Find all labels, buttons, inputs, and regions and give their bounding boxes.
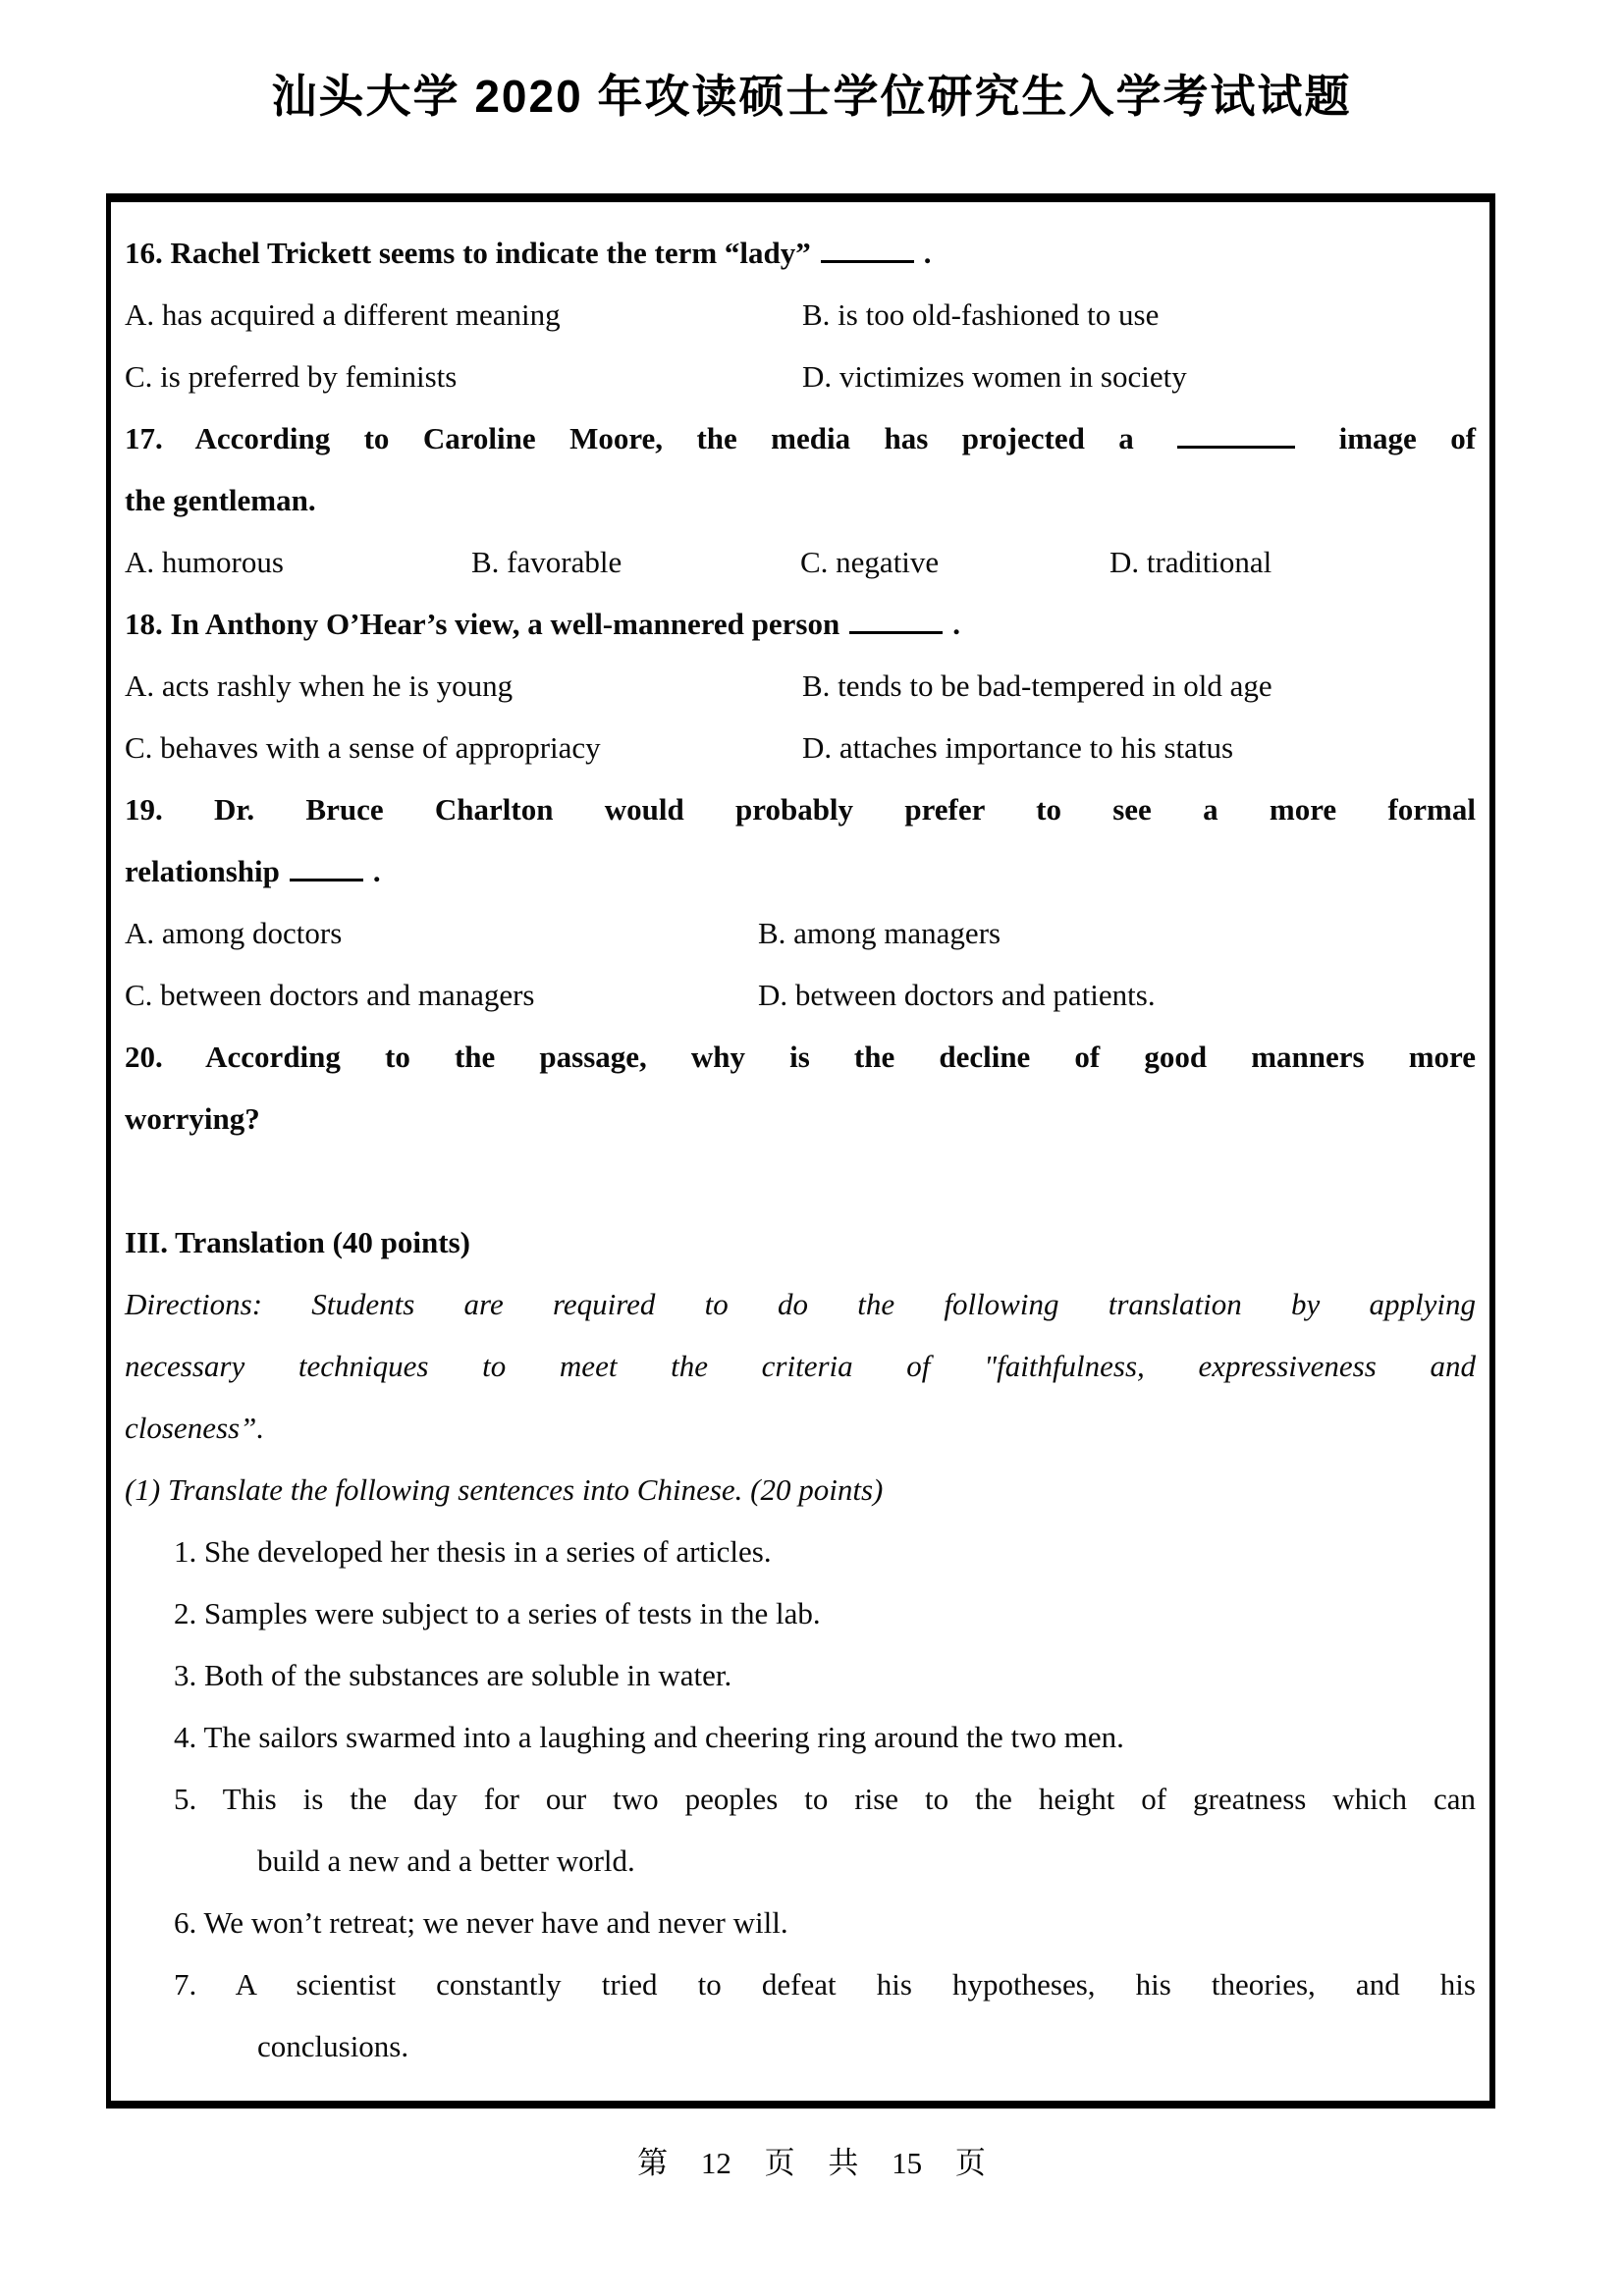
question-16-blank (821, 238, 914, 263)
translation-sentence-2: 2. Samples were subject to a series of tests in the lab. (174, 1596, 821, 1630)
translation-directions-line-1: Directions: Students are required to do the following translation by applying (125, 1287, 1476, 1321)
question-18-option-d: D. attaches importance to his status (802, 730, 1234, 765)
question-19-options-row-1 (125, 902, 1476, 964)
question-16-stem-period: . (923, 236, 932, 270)
question-19-option-b: B. among managers (758, 916, 1001, 950)
translation-sentence-6: 6. We won’t retreat; we never have and never will. (174, 1905, 788, 1940)
translation-directions-line-3: closeness”. (125, 1411, 265, 1445)
question-18-options-row-2 (125, 717, 1476, 778)
question-17-option-c: C. negative (800, 545, 940, 579)
question-17-option-a: A. humorous (125, 545, 284, 579)
question-19-stem-period: . (372, 854, 381, 888)
question-16-options-row-1 (125, 284, 1476, 346)
question-18-stem (125, 593, 1476, 655)
translation-sentence-5-line-1: 5. This is the day for our two peoples to rise to the height of greatness which can (174, 1782, 1476, 1816)
translation-sentence-3: 3. Both of the substances are soluble in water. (174, 1658, 732, 1692)
question-17-stem-text: 17. According to Caroline Moore, the media has projected a (125, 421, 1134, 455)
translation-sentence-5-line-2: build a new and a better world. (257, 1843, 635, 1878)
translation-sentence-4: 4. The sailors swarmed into a laughing and cheering ring around the two men. (174, 1720, 1124, 1754)
translation-sentence-7-line-1: 7. A scientist constantly tried to defeat his hypotheses, his theories, and his (174, 1967, 1476, 2002)
question-17-stem-line-2: the gentleman. (125, 483, 316, 517)
question-17-stem-line-1 (125, 407, 1476, 469)
question-20-stem-line-1: 20. According to the passage, why is the decline of good manners more (125, 1040, 1476, 1074)
question-19-option-c: C. between doctors and managers (125, 978, 535, 1012)
page-title: 汕头大学 2020 年攻读硕士学位研究生入学考试试题 (271, 71, 1352, 122)
question-18-stem-period: . (952, 607, 960, 641)
page-footer: 第 12 页 共 15 页 (637, 2146, 986, 2180)
question-17-option-b: B. favorable (471, 545, 622, 579)
translation-directions-line-2: necessary techniques to meet the criteria of "faithfulness, expressiveness and (125, 1349, 1476, 1383)
question-17-option-d: D. traditional (1109, 545, 1272, 579)
question-17-blank (1177, 423, 1295, 449)
question-19-option-a: A. among doctors (125, 916, 343, 950)
question-16-option-c: C. is preferred by feminists (125, 359, 458, 394)
question-16-stem-text: 16. Rachel Trickett seems to indicate the term “lady” (125, 236, 811, 270)
question-19-options-row-2 (125, 964, 1476, 1026)
question-16-option-a: A. has acquired a different meaning (125, 297, 561, 332)
question-17-stem-tail: image of (1338, 421, 1477, 455)
question-19-option-d: D. between doctors and patients. (758, 978, 1156, 1012)
section-gap (125, 1149, 1476, 1211)
translation-section-heading: III. Translation (40 points) (125, 1225, 470, 1259)
question-16-option-d: D. victimizes women in society (802, 359, 1187, 394)
question-19-stem-line-1: 19. Dr. Bruce Charlton would probably prefer to see a more formal (125, 792, 1476, 827)
question-19-blank (290, 856, 363, 881)
translation-part1-heading: (1) Translate the following sentences into Chinese. (20 points) (125, 1472, 884, 1507)
question-18-blank (849, 609, 943, 634)
question-19-stem-text: relationship (125, 854, 280, 888)
question-18-options-row-1 (125, 655, 1476, 717)
question-18-stem-text: 18. In Anthony O’Hear’s view, a well-mannered person (125, 607, 840, 641)
question-16-stem (125, 222, 1476, 284)
translation-sentence-1: 1. She developed her thesis in a series of articles. (174, 1534, 772, 1569)
question-16-option-b: B. is too old-fashioned to use (802, 297, 1160, 332)
question-20-stem-line-2: worrying? (125, 1101, 260, 1136)
question-19-stem-line-2 (125, 840, 1476, 902)
question-18-option-c: C. behaves with a sense of appropriacy (125, 730, 601, 765)
question-17-options-row (125, 531, 1476, 593)
translation-sentence-7-line-2: conclusions. (257, 2029, 409, 2063)
question-16-options-row-2 (125, 346, 1476, 407)
question-18-option-b: B. tends to be bad-tempered in old age (802, 668, 1272, 703)
question-18-option-a: A. acts rashly when he is young (125, 668, 514, 703)
question-box (106, 193, 1495, 2109)
